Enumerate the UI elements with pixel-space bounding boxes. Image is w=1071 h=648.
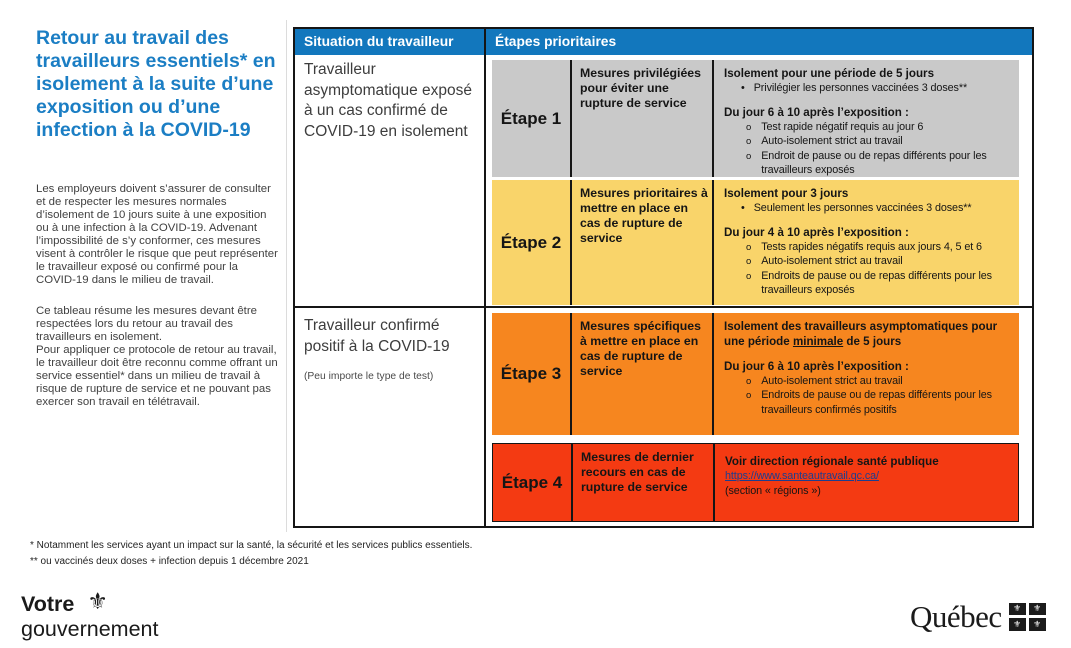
step-2-label: Étape 2 (500, 232, 562, 252)
title-post: de 5 jours (843, 335, 902, 349)
column-divider (286, 20, 287, 532)
footnotes (30, 538, 472, 569)
intro-paragraph-1: Les employeurs doivent s’assurer de consulter et de respecter les mesures normales d’isolement de 10 jours suite à une exposition ou à une infection à la COVID-19. Advenant l’impossibilité de s’y conformer, ces mesures visent à contrôler le risque que peut représenter le travailleur exposé ou confirmé pour la COVID-19 dans le milieu de travail. (36, 183, 278, 286)
step-1-item-3 (724, 149, 1013, 178)
votre-text: Votre (21, 592, 75, 616)
flag-quadrant (1029, 618, 1046, 631)
step-3-item-2 (724, 388, 1013, 417)
step-3-details (712, 313, 1019, 435)
step-2-isolation-title: Isolement pour 3 jours (724, 187, 849, 200)
item-text: o Endroits de pause ou de repas différents pour les travailleurs exposés (761, 269, 992, 297)
step-4-block (492, 443, 1019, 522)
step-4-heading: Voir direction régionale santé publique (725, 455, 939, 468)
step-2-item-1 (724, 240, 1013, 255)
item-text: o Endroit de pause ou de repas différents pour les travailleurs exposés (761, 149, 987, 177)
step-2-item-3 (724, 269, 1013, 298)
votre-line (21, 588, 158, 616)
item-text: o Auto-isolement strict au travail (761, 135, 903, 148)
step-3-description: Mesures spécifiques à mettre en place en cas de rupture de service (570, 313, 712, 435)
spacer (724, 350, 1013, 359)
flag-quadrant (1009, 618, 1026, 631)
intro-paragraph-2b: Pour appliquer ce protocole de retour au travail, le travailleur doit être reconnu comme offrant un service essentiel* dans un milieu de travail à risque de rupture de service et ne pouvant pas exercer son travail en télétravail. (36, 344, 278, 408)
step-4-details (713, 444, 1018, 521)
votre-gouvernement-logo (21, 588, 159, 641)
page-title: Retour au travail des travailleurs essentiels* en isolement à la suite d’une exposition ou d’une infection à la COVID-19 (36, 27, 276, 141)
situation-asymptomatic-worker: Travailleur asymptomatique exposé à un cas confirmé de COVID-19 en isolement (304, 61, 473, 140)
spacer (724, 96, 1013, 105)
intro-column (36, 27, 279, 409)
step-4-link-row (725, 469, 1012, 483)
step-1-details (712, 60, 1019, 177)
step-2-period-title: Du jour 4 à 10 après l’exposition : (724, 225, 909, 239)
step-1-isolation-title: Isolement pour une période de 5 jours (724, 67, 935, 80)
step-4-description: Mesures de dernier recours en cas de rupture de service (571, 444, 713, 521)
flag-quadrant (1029, 603, 1046, 616)
fleur-de-lis-icon: ⚜ (87, 588, 108, 614)
step-4-label: Étape 4 (501, 472, 563, 492)
quebec-wordmark: Québec (910, 599, 1002, 634)
step-3-block (492, 313, 1019, 435)
gouvernement-text: gouvernement (21, 616, 159, 641)
footnote-1: * Notamment les services ayant un impact sur la santé, la sécurité et les services publics essentiels. (30, 540, 473, 551)
item-text: o Tests rapides négatifs requis aux jours 4, 5 et 6 (761, 240, 982, 253)
step-1-period-title: Du jour 6 à 10 après l’exposition : (724, 105, 909, 119)
item-text: o Endroits de pause ou de repas différents pour les travailleurs confirmés positifs (761, 389, 992, 416)
intro-paragraph-2a: Ce tableau résume les mesures devant être respectées lors du retour au travail des travailleurs en isolement. (36, 305, 257, 343)
bullet-text: • Privilégier les personnes vaccinées 3 doses** (753, 82, 968, 95)
item-text: o Test rapide négatif requis au jour 6 (761, 120, 924, 133)
item-text: o Auto-isolement strict au travail (761, 255, 903, 268)
column-header-situation: Situation du travailleur (304, 34, 454, 49)
step-3-period-title: Du jour 6 à 10 après l’exposition : (724, 359, 909, 373)
step-2-block (492, 180, 1019, 305)
step-2-bullet (724, 201, 1013, 215)
step-2-details (712, 180, 1019, 305)
situation-confirmed-worker-title: Travailleur confirmé positif à la COVID-19 (304, 317, 450, 355)
spacer (724, 216, 1013, 225)
fleur-de-lis-icon: ⚜ (1013, 603, 1022, 614)
table-row-divider (295, 306, 1032, 308)
footnote-2: ** ou vaccinés deux doses + infection depuis 1 décembre 2021 (30, 555, 309, 567)
situation-confirmed-worker-note: (Peu importe le type de test) (304, 371, 434, 383)
fleur-de-lis-icon: ⚜ (1033, 618, 1042, 629)
title-underlined-word: minimale (792, 335, 844, 349)
step-2-description: Mesures prioritaires à mettre en place en cas de rupture de service (570, 180, 712, 305)
step-1-item-1 (724, 120, 1013, 135)
fleur-de-lis-icon: ⚜ (1033, 603, 1042, 614)
sante-au-travail-link[interactable]: https://www.santeautravail.qc.ca/ (725, 470, 879, 483)
quebec-flag-icon (1009, 603, 1046, 631)
step-3-isolation-title (724, 319, 1013, 350)
title-pre: Isolement des travailleurs asymptomatiques pour une période (724, 320, 998, 349)
step-1-block (492, 60, 1019, 177)
situation-confirmed-worker (304, 316, 484, 382)
step-1-description: Mesures privilégiées pour éviter une rupture de service (570, 60, 712, 177)
step-1-label: Étape 1 (500, 108, 562, 128)
fleur-de-lis-icon: ⚜ (1013, 618, 1022, 629)
step-1-item-2 (724, 134, 1013, 149)
table-header-row (295, 29, 1032, 55)
step-2-item-2 (724, 254, 1013, 269)
quebec-logo (910, 601, 1046, 632)
measures-table (293, 27, 1034, 528)
flag-quadrant (1009, 603, 1026, 616)
step-3-item-1 (724, 374, 1013, 389)
step-1-bullet (724, 81, 1013, 95)
table-column-divider (484, 55, 486, 526)
step-3-label: Étape 3 (500, 364, 562, 383)
step-4-note: (section « régions ») (725, 484, 821, 497)
column-header-etapes: Étapes prioritaires (484, 29, 1032, 55)
bullet-text: • Seulement les personnes vaccinées 3 doses** (753, 202, 972, 215)
item-text: o Auto-isolement strict au travail (761, 374, 903, 387)
